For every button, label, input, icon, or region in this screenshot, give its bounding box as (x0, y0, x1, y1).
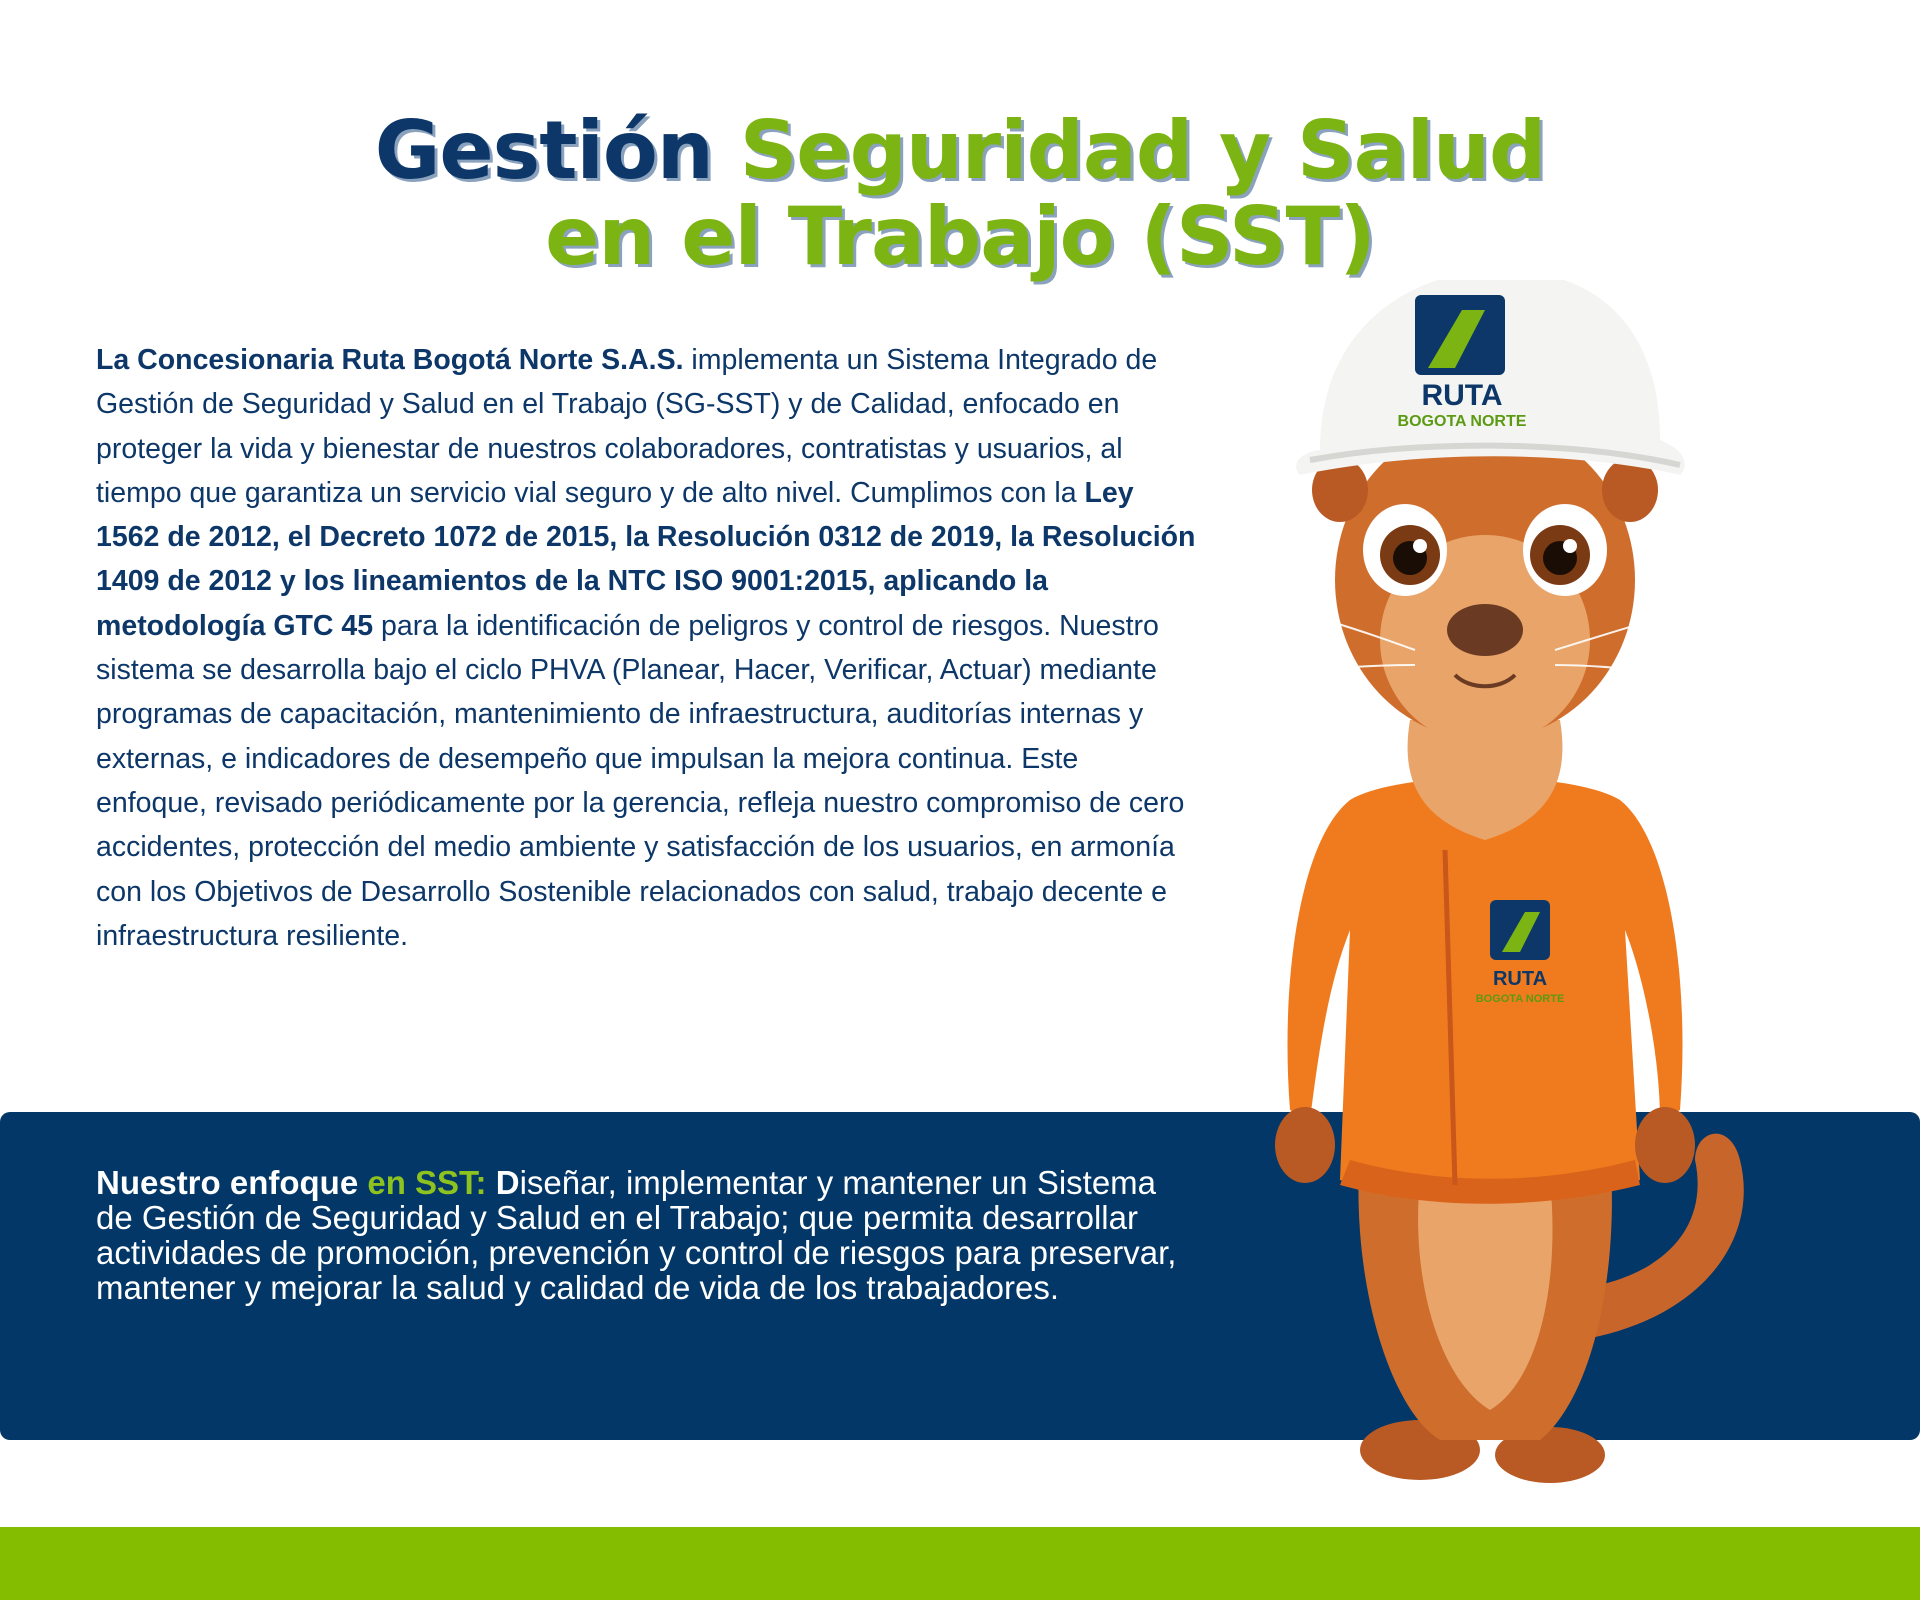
mascot-right-paw (1635, 1107, 1695, 1183)
title-trabajo-sst: en el Trabajo (SST) (545, 190, 1375, 283)
helmet-logo-sub: BOGOTA NORTE (1397, 413, 1527, 430)
helmet-logo-name: RUTA (1421, 379, 1503, 412)
legal-references: Ley 1562 de 2012, el Decreto 1072 de 2015, la Resolución 0312 de 2019, la Resolución 1409 de 2012 y los lineamientos de la NTC ISO 9001:2015, aplicando la metodología GTC 45 (96, 476, 1196, 642)
title-gestion: Gestión (374, 104, 740, 197)
title-seguridad-salud: Seguridad y Salud (739, 104, 1546, 197)
company-name: La Concesionaria Ruta Bogotá Norte S.A.S. (96, 344, 684, 376)
intro-text-2: para la identificación de peligros y control de riesgos. Nuestro sistema se desarrolla bajo el ciclo PHVA (Planear, Hacer, Verificar, Actuar) mediante programas de capacitación, mantenimiento de infraestructura, auditorías internas y externas, e indicadores de desempeño que impulsan la mejora continua. Este enfoque, revisado periódicamente por la gerencia, refleja nuestro compromiso de cero accidentes, protección del medio ambiente y satisfacción de los usuarios, en armonía con los Objetivos de Desarrollo Sostenible relacionados con salud, trabajo decente e infraestructura resiliente. (96, 609, 1185, 952)
focus-initial: D (486, 1164, 520, 1201)
mascot-hoodie (1288, 778, 1683, 1199)
intro-text-1: implementa un Sistema Integrado de Gestión de Seguridad y Salud en el Trabajo (SG-SST) y de Calidad, enfocado en proteger la vida y bienestar de nuestros colaboradores, contratistas y usuarios, al tiempo que garantiza un servicio vial seguro y de alto nivel. Cumplimos con la (96, 344, 1158, 509)
mascot-nose (1447, 604, 1523, 656)
hoodie-logo-name: RUTA (1492, 968, 1548, 990)
otter-mascot-illustration (1240, 280, 1780, 1510)
footer-bar (0, 1527, 1920, 1600)
focus-text: iseñar, implementar y mantener un Sistema de Gestión de Seguridad y Salud en el Trabajo; que permita desarrollar actividades de promoción, prevención y control de riesgos para preservar, mantener y mejorar la salud y calidad de vida de los trabajadores. (96, 1164, 1177, 1306)
focus-statement (96, 1165, 1196, 1305)
focus-label-sst: en SST: (367, 1164, 487, 1201)
hoodie-logo-sub: BOGOTA NORTE (1475, 993, 1565, 1005)
safety-helmet (1296, 280, 1685, 475)
focus-label: Nuestro enfoque (96, 1164, 368, 1201)
page-title (0, 104, 1920, 283)
intro-paragraph (96, 338, 1196, 958)
mascot-left-paw (1275, 1107, 1335, 1183)
